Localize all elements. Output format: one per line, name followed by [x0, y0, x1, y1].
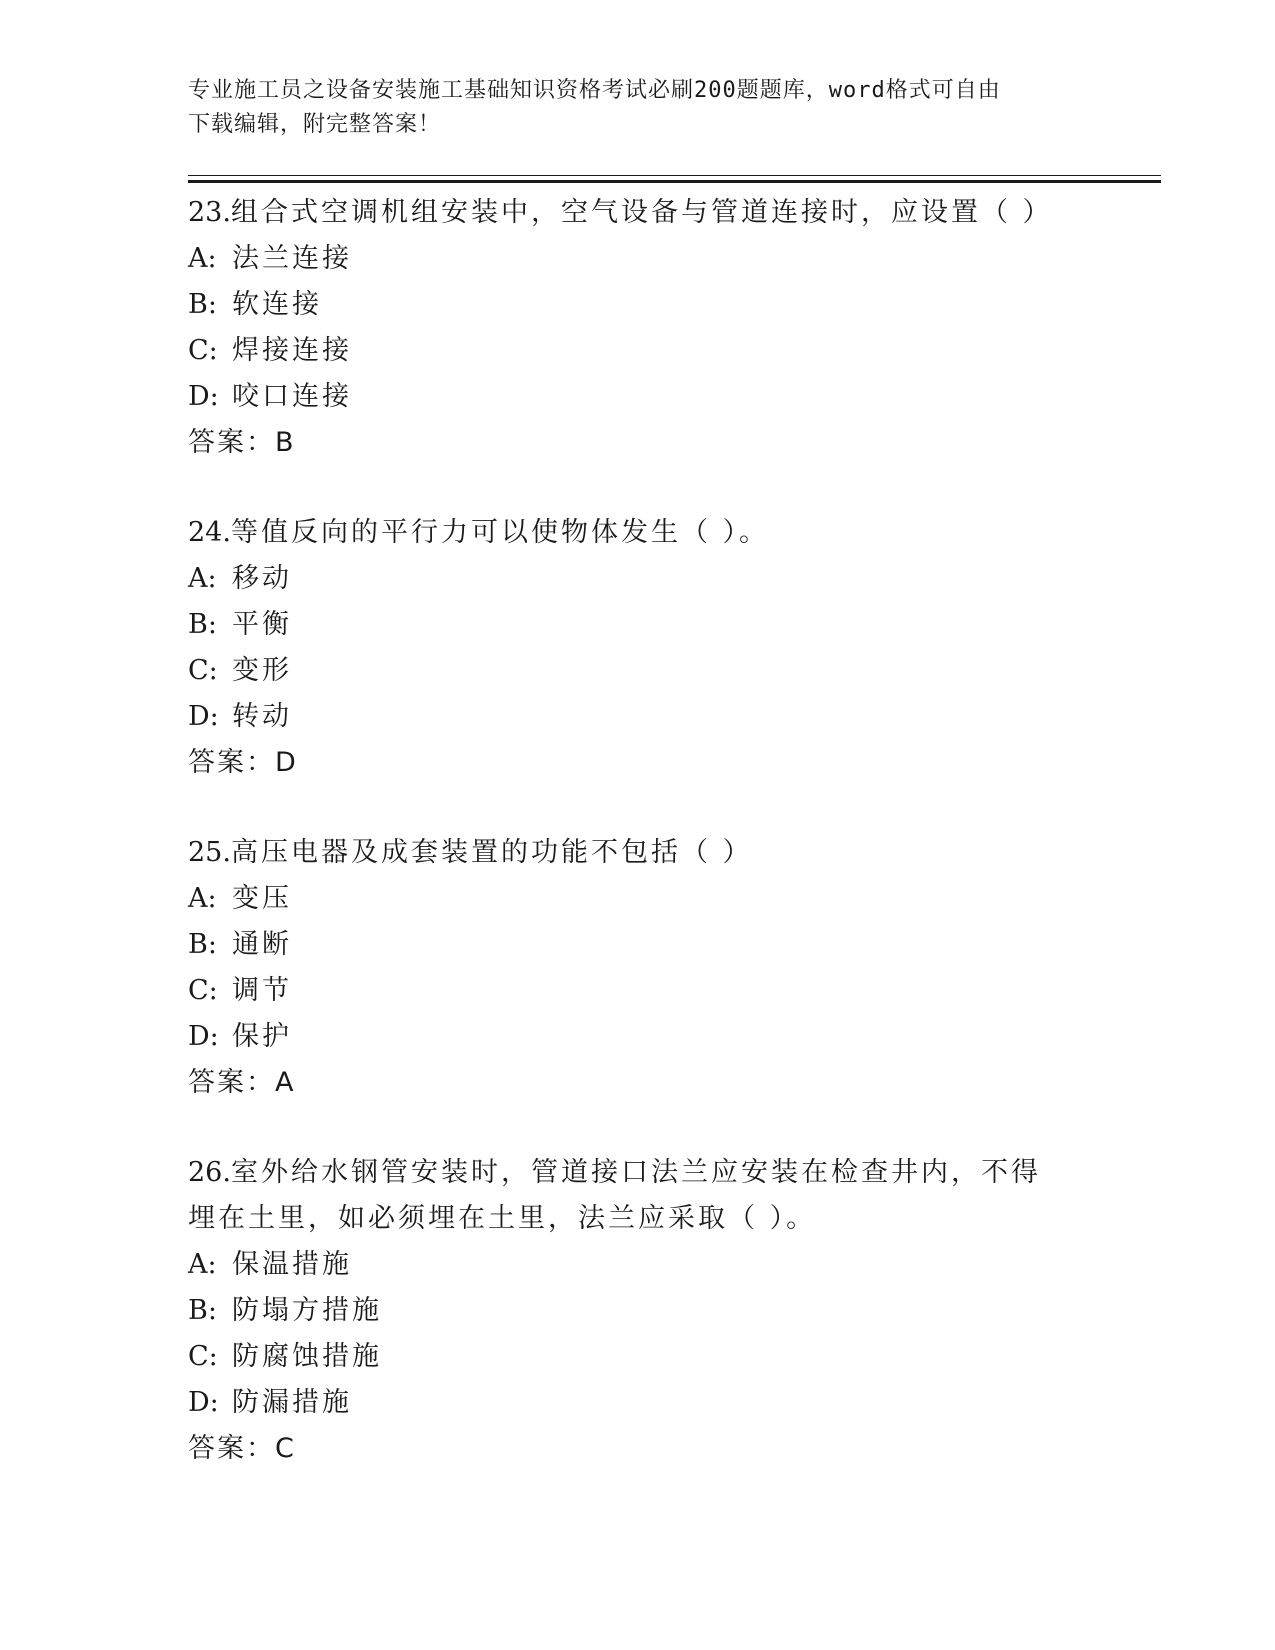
option-key: A: — [188, 1249, 217, 1280]
option-key: D: — [188, 1021, 219, 1052]
header-divider-thin — [188, 175, 1161, 176]
header-divider-thick — [188, 180, 1161, 183]
option-text: 焊接连接 — [232, 335, 352, 366]
question-stem — [188, 830, 1068, 876]
option-key: B: — [188, 1295, 217, 1326]
option-b — [188, 602, 1088, 648]
answer-line: 答案：A — [188, 1067, 296, 1098]
option-key: B: — [188, 929, 217, 960]
option-b — [188, 282, 1088, 328]
option-text: 咬口连接 — [232, 381, 352, 412]
header-line-2: 下载编辑，附完整答案！ — [188, 112, 442, 137]
option-key: D: — [188, 701, 219, 732]
option-text: 法兰连接 — [232, 243, 352, 274]
option-a — [188, 1242, 1088, 1288]
question-text: 等值反向的平行力可以使物体发生（ ）。 — [230, 517, 770, 548]
option-b — [188, 1288, 1088, 1334]
question-text: 室外给水钢管安装时，管道接口法兰应安装在检查井内，不得埋在土里，如必须埋在土里，法兰应采取（ ）。 — [188, 1157, 1041, 1234]
option-b — [188, 922, 1088, 968]
option-a — [188, 236, 1088, 282]
question-list — [188, 190, 1088, 1516]
option-d — [188, 694, 1088, 740]
option-key: D: — [188, 381, 219, 412]
option-text: 平衡 — [232, 609, 292, 640]
option-a — [188, 556, 1088, 602]
option-text: 调节 — [232, 975, 292, 1006]
option-key: B: — [188, 609, 217, 640]
option-text: 变压 — [232, 883, 292, 914]
option-key: A: — [188, 243, 217, 274]
option-d — [188, 374, 1088, 420]
answer-line: 答案：D — [188, 747, 298, 778]
option-text: 变形 — [232, 655, 292, 686]
option-a — [188, 876, 1088, 922]
option-text: 软连接 — [232, 289, 322, 320]
question-stem — [188, 1150, 1068, 1242]
question-number: 23. — [188, 197, 231, 228]
option-key: A: — [188, 883, 217, 914]
option-c — [188, 968, 1088, 1014]
option-text: 转动 — [232, 701, 292, 732]
answer-line: 答案：B — [188, 427, 296, 458]
option-d — [188, 1014, 1088, 1060]
question-number: 25. — [188, 837, 231, 868]
option-d — [188, 1380, 1088, 1426]
option-text: 防塌方措施 — [232, 1295, 382, 1326]
option-text: 防腐蚀措施 — [232, 1341, 382, 1372]
question-24 — [188, 510, 1088, 786]
option-key: A: — [188, 563, 217, 594]
option-c — [188, 328, 1088, 374]
option-key: D: — [188, 1387, 219, 1418]
question-text: 组合式空调机组安装中，空气设备与管道连接时，应设置（ ） — [230, 197, 1053, 228]
option-key: C: — [188, 1341, 218, 1372]
option-text: 防漏措施 — [232, 1387, 352, 1418]
option-text: 通断 — [232, 929, 292, 960]
option-key: C: — [188, 655, 218, 686]
document-header — [188, 74, 1068, 142]
option-key: C: — [188, 335, 218, 366]
option-text: 保温措施 — [232, 1249, 352, 1280]
option-key: C: — [188, 975, 218, 1006]
question-text: 高压电器及成套装置的功能不包括（ ） — [230, 837, 753, 868]
question-number: 26. — [188, 1157, 231, 1188]
question-number: 24. — [188, 517, 231, 548]
option-key: B: — [188, 289, 217, 320]
question-stem — [188, 190, 1068, 236]
header-line-1: 专业施工员之设备安装施工基础知识资格考试必刷200题题库，word格式可自由 — [188, 78, 1001, 103]
question-26 — [188, 1150, 1088, 1472]
option-text: 保护 — [232, 1021, 292, 1052]
option-text: 移动 — [232, 563, 292, 594]
option-c — [188, 648, 1088, 694]
answer-line: 答案：C — [188, 1433, 296, 1464]
question-stem — [188, 510, 1068, 556]
question-23 — [188, 190, 1088, 466]
question-25 — [188, 830, 1088, 1106]
option-c — [188, 1334, 1088, 1380]
